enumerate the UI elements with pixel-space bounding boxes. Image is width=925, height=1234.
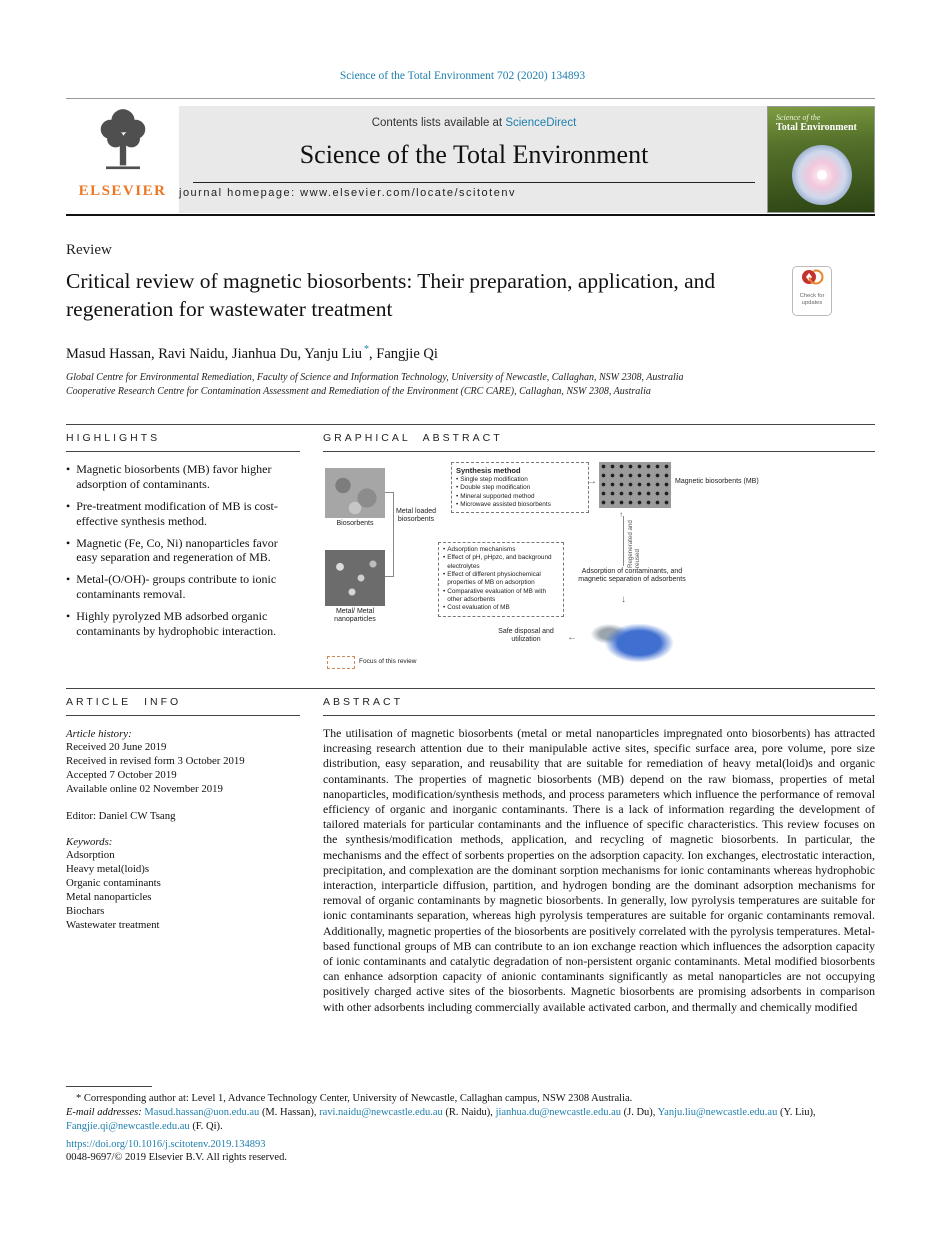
mechanism-item: Effect of different physiochemical properties of MB on adsorption [447, 570, 541, 587]
keyword: Metal nanoparticles [66, 891, 152, 904]
cover-title-line1: Science of the [776, 113, 821, 122]
article-info-heading: ARTICLE INFO [66, 688, 300, 716]
email-link[interactable]: jianhua.du@newcastle.edu.au [495, 1107, 621, 1118]
focus-legend-box [327, 656, 355, 669]
bullet-icon: • [443, 570, 446, 578]
email-link[interactable]: Fangjie.qi@newcastle.edu.au [66, 1121, 190, 1133]
keyword: Adsorption [66, 849, 115, 862]
crossmark-icon [800, 267, 824, 287]
safe-disposal-label: Safe disposal and utilization [498, 628, 554, 644]
article-info-section [66, 688, 300, 932]
email-after: (R. Naidu), [442, 1107, 496, 1118]
highlight-text: Highly pyrolyzed MB adsorbed organic contaminants by hydrophobic interaction. [76, 609, 277, 638]
journal-title: Science of the Total Environment [299, 140, 649, 169]
mechanisms-box [438, 542, 564, 617]
top-divider [66, 98, 875, 99]
email-after: (M. Hassan), [259, 1107, 320, 1118]
bullet-icon: • [456, 484, 459, 492]
journal-homepage-link[interactable]: journal homepage: www.elsevier.com/locate/scitotenv [179, 187, 516, 199]
mechanism-item: Adsorption mechanisms [447, 546, 516, 553]
article-type-label: Review [66, 242, 112, 258]
highlight-item [66, 536, 300, 566]
keyword: Biochars [66, 905, 105, 918]
copyright-line: 0048-9697/© 2019 Elsevier B.V. All rights reserved. [66, 1152, 287, 1163]
biosorbents-label: Biosorbents [336, 520, 374, 527]
bullet-icon: • [66, 535, 71, 550]
affiliation-2: Cooperative Research Centre for Contamination Assessment and Remediation of the Environment (CRC CARE), Callaghan, NSW 2308, Australia [66, 386, 651, 397]
synthesis-item: Mineral supported method [460, 492, 535, 500]
bullet-icon: • [443, 546, 446, 553]
highlights-section [66, 424, 300, 646]
bullet-icon: • [66, 572, 71, 587]
bullet-icon: • [66, 609, 71, 623]
sciencedirect-link[interactable]: ScienceDirect [505, 117, 577, 129]
email-link[interactable]: ravi.naidu@newcastle.edu.au [319, 1107, 443, 1118]
adsorption-separation-label: Adsorption of contaminants, and magnetic separation of adsorbents [578, 568, 686, 584]
elsevier-wordmark: ELSEVIER [78, 183, 167, 199]
highlights-heading: HIGHLIGHTS [66, 424, 300, 452]
journal-banner [179, 106, 769, 213]
abstract-text: The utilisation of magnetic biosorbents (metal or metal nanoparticles impregnated onto biosorbents) has attracted increasing research attention due to their manipulable active sites, specific surface area, pore volume, pore size distribution, easy separation, and reusability that are suitable for remediation of heavy metal(loid)s and organic contaminants. The properties of magnetic biosorbents (MB) depend on the raw biomass, properties of metal nanoparticles, modification/synthesis methods, and process parameters which influence the performance of removal efficiency of organic and inorganic contaminants. There is a lack of information regarding the development of tailored materials for particular contaminants and the influence of specific characteristics. This review focuses on the synthesis/modification methods, application, and recycling of magnetic biosorbents. In particular, the mechanisms and the effect of sorbents properties on the adsorption capacity. Ion exchanges, electrostatic interaction, precipitation, and complexation are the dominant sorption mechanisms for ionic contaminants whereas hydrophobic interaction, interparticle diffusion, partition, and hydrogen bonding are the dominant adsorption mechanisms for removal of organic contaminants by magnetic biosorbents. In generally, low pyrolysis temperatures are suitable for ionic contaminants separation, whereas high pyrolysis temperatures are suitable for organic contaminants removal. Additionally, magnetic properties of the biosorbents are positively correlated with the pyrolysis temperatures. Metal-based functional groups of MB can contribute to an ion exchange reaction which influences the adsorption capacity of ionic contaminants and catalytic degradation of non-persistent organic contaminants. Metal modified biosorbents can enhance adsorption capacity of anionic contaminants significantly as metal nanoparticles are not occupying positively charged active sites of the biosorbents. Magnetic biosorbents are promising adsorbents in comparison with other adsorbents including commercially available activated carbon, and thermally and chemically modified [323, 726, 875, 1014]
authors-text: Masud Hassan, Ravi Naidu, Jianhua Du, Yanju Liu [66, 345, 363, 362]
check-for-updates-badge[interactable] [792, 266, 832, 316]
synthesis-method-box [451, 462, 589, 513]
bullet-icon: • [456, 500, 459, 508]
email-link[interactable]: Yanju.liu@newcastle.edu.au [657, 1107, 778, 1118]
authors-text-tail: , Fangjie Qi [369, 345, 438, 362]
connector-line [393, 492, 394, 577]
header-bottom-rule [66, 214, 875, 216]
highlight-item [66, 462, 300, 492]
magnetic-biosorbents-label: Magnetic biosorbents (MB) [675, 478, 759, 485]
highlight-item [66, 609, 300, 639]
journal-cover-thumbnail[interactable] [767, 106, 875, 213]
arrow-up-icon: ↑ [619, 510, 623, 519]
metal-loaded-label: Metal loaded biosorbents [395, 508, 437, 524]
email-addresses-line [66, 1106, 875, 1134]
arrow-down-icon: ↓ [621, 594, 626, 605]
article-history-label: Article history: [66, 728, 132, 740]
highlight-text: Pre-treatment modification of MB is cost-effective synthesis method. [76, 498, 278, 528]
highlights-list [66, 462, 300, 639]
article-title: Critical review of magnetic biosorbents: Their preparation, application, and regeneration for wastewater treatment [66, 269, 716, 322]
email-after: (F. Qi). [189, 1121, 223, 1133]
email-after: (Y. Liu), [777, 1107, 816, 1118]
metal-nanoparticles-label: Metal/ Metal nanoparticles [334, 608, 376, 624]
keywords-label: Keywords: [66, 836, 113, 849]
bullet-icon: • [456, 492, 459, 500]
bullet-icon: • [443, 554, 446, 562]
highlight-item [66, 499, 300, 529]
history-line: Available online 02 November 2019 [66, 783, 223, 796]
contents-line [179, 117, 769, 129]
history-line: Received in revised form 3 October 2019 [66, 755, 245, 768]
elsevier-tree-icon [91, 106, 155, 176]
synthesis-item: Double step modification [460, 484, 531, 492]
connector-line [385, 576, 393, 577]
magnetic-biosorbents-image [599, 462, 671, 508]
affiliation-1: Global Centre for Environmental Remediation, Faculty of Science and Information Technology, University of Newcastle, Callaghan, NSW 2308, Australia [66, 372, 684, 383]
bullet-icon: • [66, 462, 71, 476]
focus-legend-label: Focus of this review [359, 658, 417, 665]
check-updates-text: Check for updates [799, 293, 825, 307]
cover-artwork-center [817, 170, 827, 180]
highlight-text: Metal-(O/OH)- groups contribute to ionic contaminants removal. [76, 572, 277, 602]
bullet-icon: • [443, 587, 446, 595]
bullet-icon: • [443, 604, 446, 612]
doi-link[interactable]: https://doi.org/10.1016/j.scitotenv.2019.134893 [66, 1139, 266, 1150]
synthesis-item: Microwave assisted biosorbents [460, 500, 551, 508]
contents-prefix: Contents lists available at [371, 117, 506, 129]
keyword: Heavy metal(loid)s [66, 863, 150, 876]
mechanism-item: Comparative evaluation of MB with other adsorbents [447, 587, 546, 603]
biosorbents-image [325, 468, 385, 518]
citation-link[interactable]: Science of the Total Environment 702 (2020) 134893 [339, 70, 586, 82]
email-label: E-mail addresses: [66, 1107, 142, 1118]
bullet-icon: • [66, 498, 71, 513]
author-line [66, 344, 438, 363]
graphical-abstract-figure [323, 462, 875, 682]
arrow-right-icon: → [587, 476, 597, 487]
highlight-text: Magnetic (Fe, Co, Ni) nanoparticles favor easy separation and regeneration of MB. [76, 535, 278, 565]
journal-header [66, 106, 875, 213]
regeneration-line [623, 516, 624, 566]
highlight-item [66, 572, 300, 602]
corresponding-author-star[interactable]: * [364, 344, 370, 355]
abstract-heading: ABSTRACT [323, 688, 875, 716]
keyword: Wastewater treatment [66, 919, 160, 932]
banner-divider [193, 182, 755, 183]
history-line: Received 20 June 2019 [66, 741, 167, 753]
footnote-divider [66, 1086, 152, 1087]
keyword: Organic contaminants [66, 877, 161, 890]
synthesis-item: Single step modification [460, 476, 528, 483]
history-line: Accepted 7 October 2019 [66, 769, 177, 782]
arrow-left-icon: ← [567, 632, 577, 643]
bullet-icon: • [456, 476, 459, 483]
editor-line: Editor: Daniel CW Tsang [66, 810, 176, 823]
email-after: (J. Du), [620, 1107, 658, 1118]
email-link[interactable]: Masud.hassan@uon.edu.au [144, 1107, 260, 1118]
graphical-abstract-section [323, 424, 875, 682]
synthesis-method-title: Synthesis method [456, 466, 521, 475]
magnetic-separation-image [581, 610, 675, 670]
mechanism-item: Effect of pH, pHpzc, and background electrolytes [447, 554, 552, 570]
elsevier-logo[interactable] [66, 106, 179, 213]
highlight-text: Magnetic biosorbents (MB) favor higher adsorption of contaminants. [76, 462, 272, 491]
abstract-section [323, 688, 875, 1015]
cover-title-line2: Total Environment [776, 122, 857, 133]
metal-nanoparticles-image [325, 550, 385, 606]
corresponding-author-note: * Corresponding author at: Level 1, Advance Technology Center, University of Newcastle, Callaghan campus, NSW 2308 Australia. [76, 1093, 633, 1104]
mechanism-item: Cost evaluation of MB [447, 604, 510, 612]
connector-line [385, 492, 393, 493]
regenerated-reused-label: Regenerated and reused [627, 520, 641, 568]
graphical-abstract-heading: GRAPHICAL ABSTRACT [323, 424, 875, 452]
